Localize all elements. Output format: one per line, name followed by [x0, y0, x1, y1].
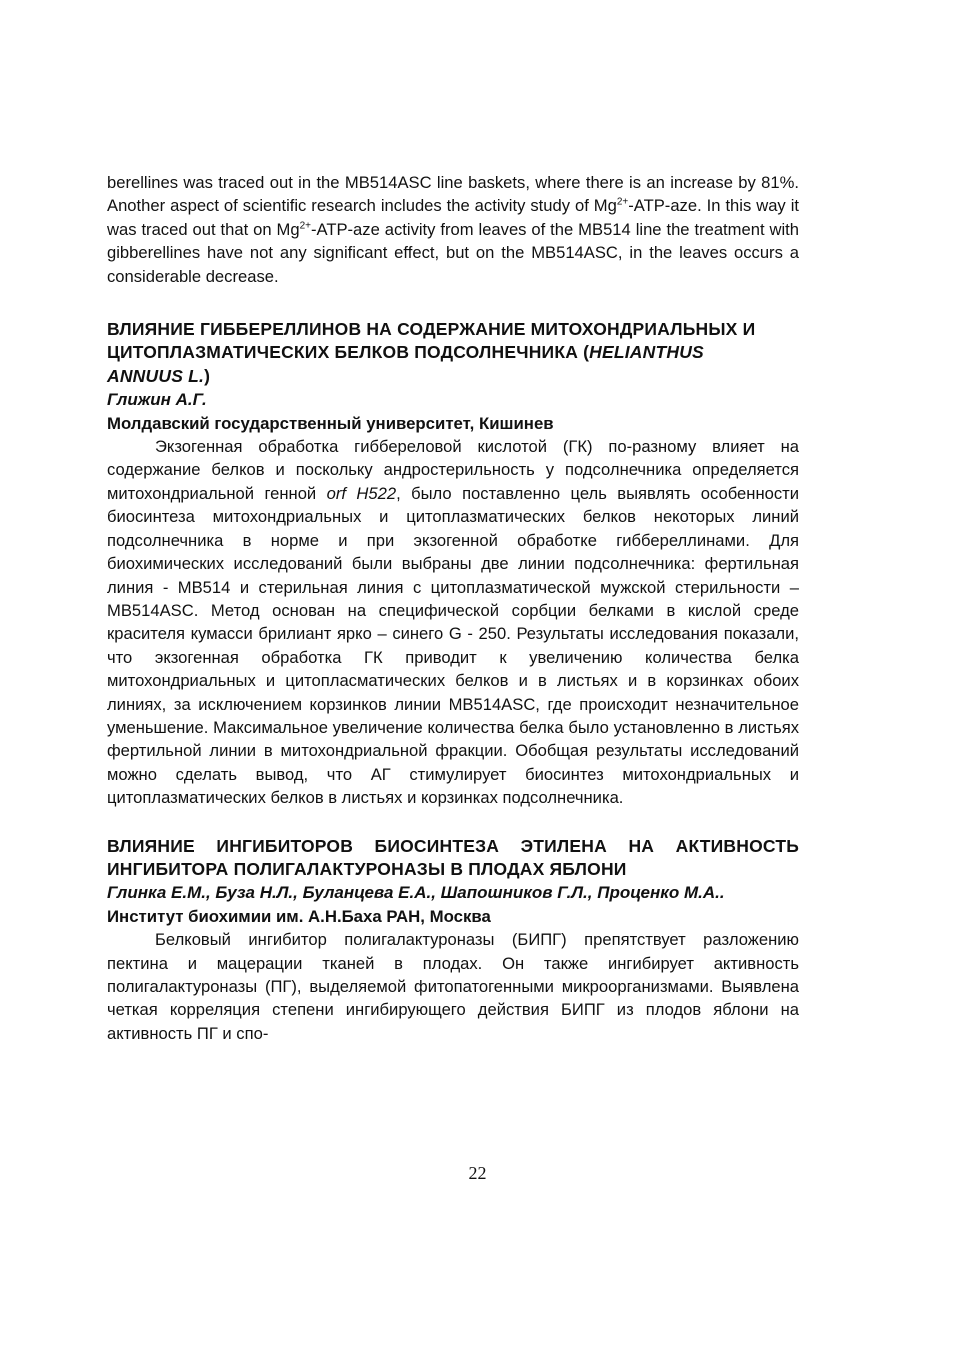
intro-text-3: -ATP-aze activity from leaves of the MB514 line the treatment with gibberellines have not any significant effect, but on the MB514ASC, in the leaves occurs a considerable decrease.	[107, 219, 799, 286]
article2-affiliation: Институт биохимии им. А.Н.Баха РАН, Москва	[107, 906, 491, 926]
article2-body: Белковый ингибитор полигалактуроназы (БИПГ) препятствует разложению пектина и мацерации тканей в плодах. Он также ингибирует активность полигалактуроназы (ПГ), выделяемой фитопатогенными микроорганизмами. Выявлена четкая корреляция степени ингибирующего действия БИПГ из плодов яблони на активность ПГ и спо-	[107, 930, 799, 1043]
page-content	[107, 171, 799, 1045]
article1-body	[107, 435, 799, 810]
article1-authors: Глижин А.Г.	[107, 390, 207, 410]
article2-title: ВЛИЯНИЕ ИНГИБИТОРОВ БИОСИНТЕЗА ЭТИЛЕНА НА АКТИВНОСТЬ ИНГИБИТОРА ПОЛИГАЛАКТУРОНАЗЫ В ПЛОДАХ ЯБЛОНИ	[107, 835, 799, 879]
article2-authors: Глинка Е.М., Буза Н.Л., Буланцева Е.А., Шапошников Г.Л., Проценко М.А..	[107, 883, 725, 903]
intro-text-1: berellines was traced out in the MB514ASC line baskets, where there is an increase by 81%. Another aspect of scientific research includes the activity study of Mg	[107, 173, 799, 216]
article1-title-text: ВЛИЯНИЕ ГИББЕРЕЛЛИНОВ НА СОДЕРЖАНИЕ МИТОХОНДРИАЛЬНЫХ И ЦИТОПЛАЗМАТИЧЕСКИХ БЕЛКОВ ПОДСОЛНЕЧНИКА (	[107, 319, 756, 363]
article1-gene-name: orf H522	[326, 483, 397, 503]
article1-title-close: )	[204, 365, 211, 386]
superscript-charge-1: 2+	[616, 196, 629, 208]
article1-title	[107, 318, 779, 388]
superscript-charge-2: 2+	[299, 220, 311, 232]
intro-paragraph	[107, 171, 799, 288]
article1-body-text-2: , было поставленно цель выявлять особенности биосинтеза митохондриальных и цитоплазматических белков некоторых линий подсолнечника в норме и при экзогенной обработке гиббереллинами. Для биохимических исследований были выбраны две линии подсолнечника: фертильная линия - MB514 и стерильная линия с цитоплазматической мужской стерильности – MB514ASC. Метод основан на специфической сорбции белками в кислой среде красителя кумасси брилиант ярко – синего G - 250. Результаты исследования показали, что экзогенная обработка ГК приводит к увеличению количества белка митохондриальных и цитопласматических белков и в листьях и в корзинках обоих линиях, за исключением корзинков линии MB514ASC, где происходит незначительное уменьшение. Максимальное увеличение количества белка было установленно в листьях фертильной линии в митохондриальной фракции. Обобщая результаты исследований можно сделать вывод, что АГ стимулирует биосинтез митохондриальных и цитоплазматических белков в листьях и корзинках подсолнечника.	[107, 483, 799, 808]
intro-text-2: -ATP-aze. In this way it was traced out that on Mg	[107, 196, 799, 239]
article1-affiliation: Молдавский государственный университет, Кишинев	[107, 413, 554, 433]
article1-body-text-1: Экзогенная обработка гиббереловой кислотой (ГК) по-разному влияет на содержание белков и поскольку андростерильность у подсолнечника определяется митохондриальной генной	[107, 437, 799, 503]
page-number: 22	[468, 1163, 487, 1183]
article1-title-species: HELIANTHUS ANNUUS L.	[107, 342, 704, 386]
